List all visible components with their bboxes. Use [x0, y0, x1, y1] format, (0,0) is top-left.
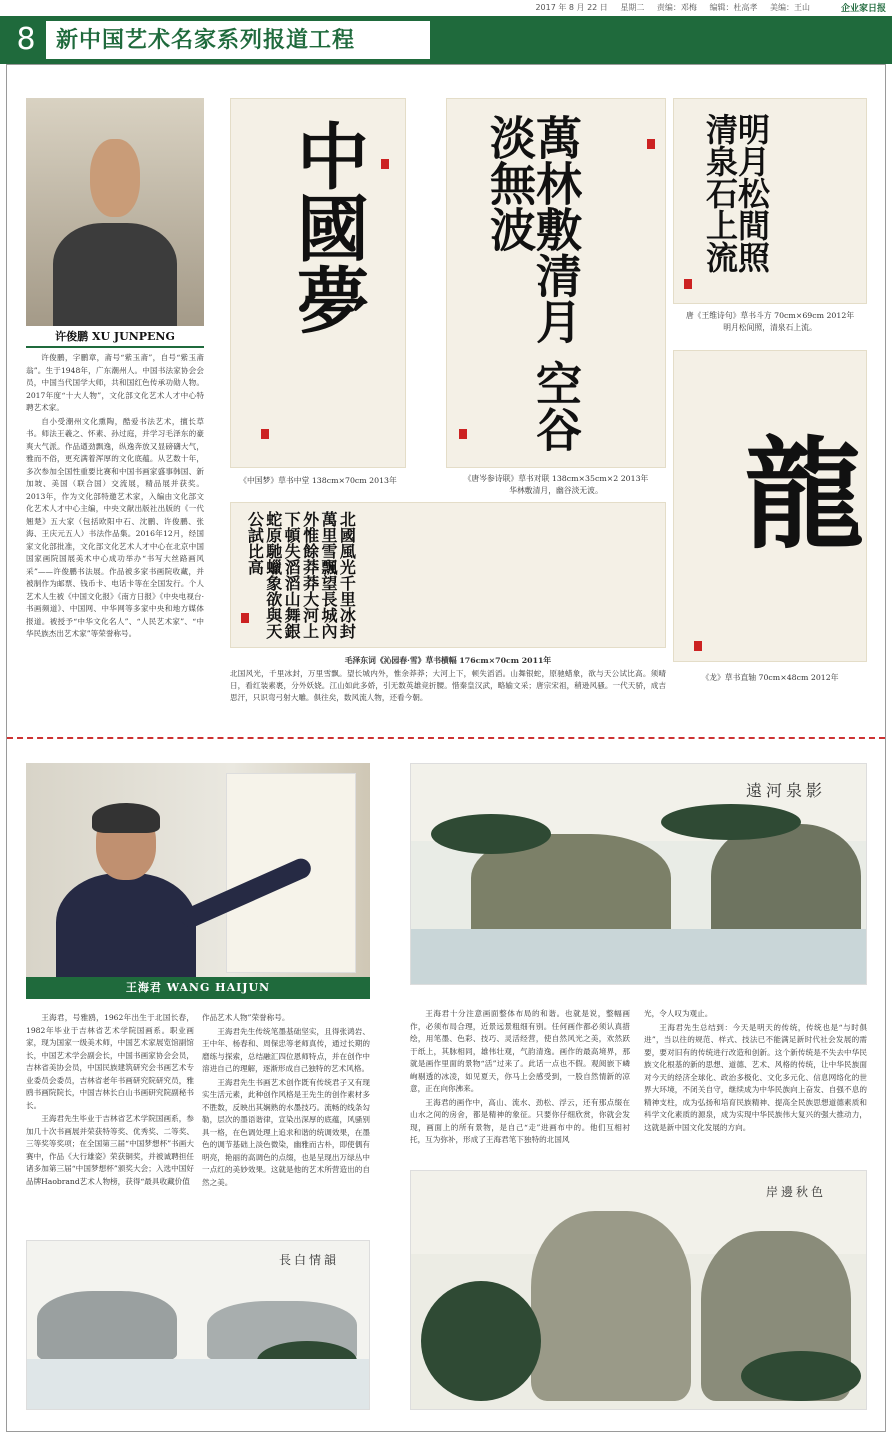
painting-2-rock [531, 1211, 691, 1401]
portrait-suit [53, 223, 178, 326]
work-zhongguomeng-calligraphy: 中國夢 [285, 119, 370, 335]
work-qinyuanchun-caption: 毛泽东词《沁园春·雪》草书横幅 176cm×70cm 2011年 [344, 656, 552, 665]
work-qinyuanchun-calligraphy: 北國風光千里冰封萬里雪飄望長城內外惟餘莽莽大河上下頓失滔滔山舞銀蛇原馳蠟象欲與天公試比高 [245, 511, 357, 639]
artist2-photo-hair [92, 803, 160, 833]
painting-3-rock [37, 1291, 177, 1361]
work-doufang-caption-2: 明月松间照，清泉石上流。 [723, 323, 817, 332]
seal [459, 429, 467, 439]
painting-2 [410, 1170, 867, 1410]
artist2-col1-p2: 王海君先生毕业于吉林省艺术学院国画系，参加几十次书画展并荣获特等奖、优秀奖、二等奖、三等奖等奖项；在全国第三届“中国梦想杯”书画大赛中，作品《大行雄姿》荣获铜奖，并被诚聘担任诸多加第三届“中国梦想杯”颁奖大会；入选中国好品牌Haobrand艺术人物榜，获得“最具收藏价值 [26, 1114, 194, 1186]
page-header [0, 16, 892, 64]
work-couplet [446, 98, 666, 468]
section-divider [7, 737, 885, 739]
work-long [673, 350, 867, 662]
work-qinyuanchun-text: 北国风光，千里冰封，万里雪飘。望长城内外，惟余莽莽；大河上下，顿失滔滔。山舞银蛇，原驰蜡象，欲与天公试比高。须晴日，看红装素裹，分外妖娆。江山如此多娇，引无数英雄竞折腰。惜秦皇汉武，略输文采；唐宗宋祖，稍逊风骚。一代天骄，成吉思汗，只识弯弓射大雕。俱往矣，数风流人物，还看今朝。 [230, 669, 666, 702]
painting-3-title: 長白情韻 [278, 1253, 339, 1267]
copy-editor: 编辑：杜高孝 [709, 3, 758, 12]
painting-2-title: 岸邊秋色 [765, 1185, 826, 1199]
art-editor: 美编：王山 [770, 3, 810, 12]
artist2-col3-p1: 王海君十分注意画面整体布局的和谐。也就是说，整幅画作，必须布局合理，近景远景粗细有别。任何画作都必须认真措绘，用笔墨、色彩、技巧、灵活经营，使自然风光之美，欢然跃于纸上，其脉相同，雄伟壮观，气韵清逸。画作的最高境界，那就是画作里面的景物“活”过来了。此话一点也不假。观阅嵌下嶙峋剔透的冰凌，如见夏天，你马上会感受到，一股自然情新的凉意，正在向你沸来。 [410, 1009, 630, 1093]
page-number: 8 [16, 22, 36, 57]
seal [694, 641, 702, 651]
artist2-col4-p1: 光，令人叹为观止。 [644, 1009, 713, 1018]
work-qinyuanchun [230, 502, 666, 648]
seal [381, 159, 389, 169]
seal [647, 139, 655, 149]
painting-1-water [411, 929, 866, 984]
artist2-col1 [26, 1012, 194, 1236]
work-couplet-caption-2: 华林敷清月，幽谷淡无波。 [509, 486, 603, 495]
work-doufang-caption: 唐《王维诗句》草书斗方 70cm×69cm 2012年 [685, 311, 855, 320]
artist2-col4-p2: 王海君先生总结到：今天是明天的传统，传统也是“与时俱进”，当以往的规范、样式、技法已不能满足新时代社会发展的需要，要对旧有的传统进行改造和创新。这个新传统是不失去中华民族文化根基的新的思想、道德、艺术、风格的传统，让中华民族面对今天的经济全球化、政治多极化、文化多元化、信息网络化的世界大环境，不闭关自守，继续成为中华民族向上奋发、自强不息的精神支柱，成为弘扬和培育民族精神、提高全民族思想道德素质和科学文化素质的源泉，成为实现中华民族伟大复兴的强大推动力，这就是新中国文化发展的方向。 [644, 1022, 867, 1132]
artist2-col2 [202, 1012, 370, 1236]
artist1-bio [26, 352, 204, 724]
artist1-portrait [26, 98, 204, 326]
artist2-col2-p2: 王海君先生传统笔墨基础坚实，且得张鸿岩、王中年、杨春和、周保忠等老师真传，通过长期的磨练与探索，总结融汇四位恩师特点，并在创作中溶进自己的理解，逐渐形成自己独特的艺术风格。 [202, 1026, 370, 1073]
painting-1-tree [431, 814, 551, 854]
issue-weekday: 星期二 [620, 3, 645, 12]
painting-2-tree [741, 1351, 861, 1401]
artist2-col2-p3: 王海君先生书画艺术创作既有传统君子又有现实生活元素，此种创作风格是王先生的创作素材多不胜数，反映出其娴熟的水墨技巧。流畅的线条勾勒，层次的墨语谐律，宣染出深厚的底蕴，风骚别具一格，在色调处理上追求和谐的统调效果，在墨色的调节基础上淡色微染，幽雅而古朴，即使偶有明亮，艳丽的高调色的点缀，也是呈现出万绿丛中一点红的美妙效果。这就是他的艺术所营造出的自然之美。 [202, 1077, 370, 1187]
work-zhongguomeng [230, 98, 406, 468]
top-info-line [0, 0, 892, 14]
artist2-col3-p2: 王海君的画作中，高山、流水、劲松、浮云，还有那点缀在山水之间的房舍，都是精神的象征。只要你仔细欣赏，你就会发现，画面上的所有景物，是自己“走”进画布中的。他们互相衬托，互为弥补，形成了王海君笔下独特的北国风 [410, 1097, 630, 1144]
painting-3-water [27, 1359, 369, 1409]
painting-1-title: 遠河泉影 [745, 781, 826, 800]
seal [261, 429, 269, 439]
painting-2-tree [421, 1281, 541, 1401]
seal [241, 613, 249, 623]
page-title: 新中国艺术名家系列报道工程 [46, 21, 430, 59]
work-long-calligraphy: 龍 [724, 431, 865, 551]
artist1-bio-p2: 自小受潮州文化熏陶，酷爱书法艺术，擅长草书。师法王羲之、怀素、孙过庭，并学习毛泽东的豪爽大气派。作品遒劲飘逸，纵逸奔放又显磅礴大气，雅而不俗，更充满着浑厚的文化底蕴。从艺数十年，多次参加全国性重要比赛和中国书画家盛事韩国、新加坡、美国（联合国）交流展，精品展并获奖。2013年，作为文化部特邀艺术家，入编由文化部文化艺术人才中心主编，中央文献出版社出版的《一代翘楚》五大家（包括欧阳中石、沈鹏、许俊鹏、张海、王庆元五人）书法作品集。2016年12月，经国家文化部批准，文化部文化艺术人才中心在北京中国国家画院国展美术中心成功举办“书写大丝路画风采”——许俊鹏书法展。作品被多家书画院收藏，并被制作为邮票、钱币卡、电话卡等在全国发行。个人艺术人生被《中国文化报》《南方日报》《中央电视台·书画频道》、中国网、中华网等多家中央和地方媒体报道。被授予“中华文化名人”、“人民艺术家”、“中华民族杰出艺术家”等荣誉称号。 [26, 416, 204, 638]
artist2-photo [26, 763, 370, 977]
artist1-name: 许俊鹏 XU JUNPENG [26, 328, 204, 348]
issue-date: 2017 年 8 月 22 日 [535, 3, 608, 12]
responsible-editor: 责编：邓梅 [656, 3, 697, 12]
artist2-name: 王海君 WANG HAIJUN [26, 977, 370, 999]
painting-3 [26, 1240, 370, 1410]
artist2-col2-p1: 作品艺术人物”荣誉称号。 [202, 1013, 290, 1022]
artist2-col1-p1: 王海君，号雅鸥，1962年出生于北国长春，1982年毕业于吉林省艺术学院国画系。职业画家，现为国家一级美术师，中国艺术家展览馆副馆长，中国艺术学会副会长，中国书画家协会会员，吉林省美协会员，中国民族建筑研究会书画艺术专业委员会委员，吉林省老年书画研究院研究员，雅鸥书画院院长，中国吉林长白山书画研究院副秘书长。 [26, 1013, 194, 1110]
painting-1 [410, 763, 867, 985]
artist2-photo-body [56, 873, 196, 977]
artist2-col3 [410, 1008, 630, 1168]
artist2-col4 [644, 1008, 867, 1168]
work-couplet-calligraphy: 萬林敷清月 空谷淡無波 [483, 114, 583, 453]
issue-meta [525, 2, 810, 13]
work-doufang [673, 98, 867, 304]
work-doufang-calligraphy: 明月松間照 清泉石上流 [701, 113, 771, 273]
work-couplet-caption: 《唐岑参诗联》草书对联 138cm×35cm×2 2013年 [463, 474, 649, 483]
seal [684, 279, 692, 289]
newspaper-name: 企业家日报 [840, 4, 886, 14]
artist1-bio-p1: 许俊鹏，字鹏章，斋号“紫玉斋”，自号“紫玉斋翁”。生于1948年，广东潮州人。中国书法家协会会员，中国当代国学大师，共和国红色传承功勋人物。2017年度“十大人物”，文化部文化艺术人才中心特聘艺术家。 [26, 353, 204, 412]
portrait-head [90, 139, 140, 217]
work-zhongguomeng-caption: 《中国梦》草书中堂 138cm×70cm 2013年 [239, 476, 397, 485]
painting-1-tree [661, 804, 801, 840]
work-long-caption: 《龙》草书直轴 70cm×48cm 2012年 [701, 673, 839, 682]
